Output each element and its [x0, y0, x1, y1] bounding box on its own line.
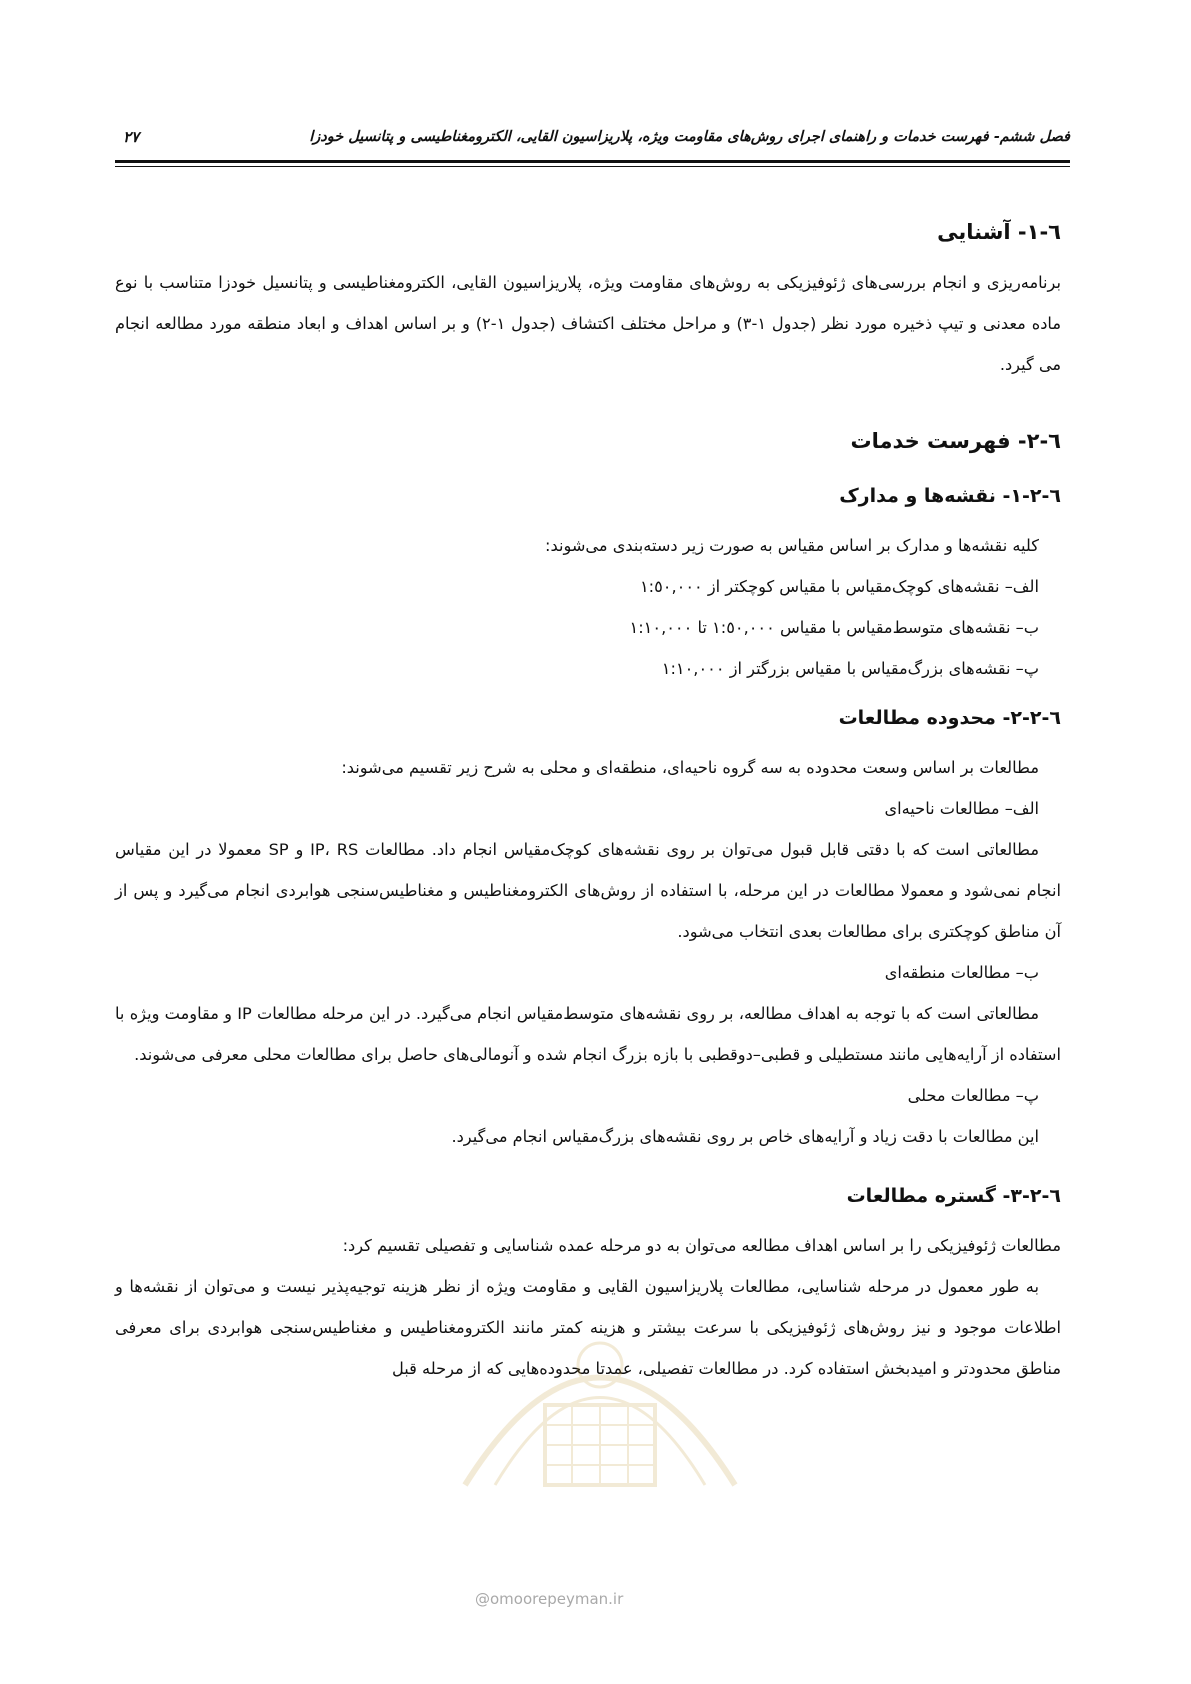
list-item: ب– نقشه‌های متوسط‌مقیاس با مقیاس ١:٥٠,٠٠٠ تا ١:١٠,٠٠٠ — [629, 618, 1039, 637]
paragraph-introduction: برنامه‌ریزی و انجام بررسی‌های ژئوفیزیکی به روش‌های مقاومت ویژه، پلاریزاسیون القایی، الکترومغناطیسی و پتانسیل خودزا متناسب با نوع ماده معدنی و تیپ ذخیره مورد نظر (جدول ١-٣) و مراحل مختلف اکتشاف (جدول ١-٢) و بر اساس اهداف و ابعاد منطقه مورد مطالعه انجام می گیرد. — [115, 273, 1062, 374]
header-rule-thin — [115, 166, 1070, 167]
running-header — [115, 128, 1070, 158]
list-label-regional: الف– مطالعات ناحیه‌ای — [884, 799, 1039, 818]
section-heading-services-list: ٦-٢- فهرست خدمات — [850, 429, 1061, 453]
watermark-url: @omoorepeyman.ir — [475, 1590, 624, 1608]
paragraph-study-area-intro: مطالعات بر اساس وسعت محدوده به سه گروه ناحیه‌ای، منطقه‌ای و محلی به شرح زیر تقسیم می‌شوند: — [341, 758, 1039, 777]
page-body — [115, 216, 1061, 1389]
list-label-district: ب– مطالعات منطقه‌ای — [884, 963, 1039, 982]
paragraph-maps-intro: کلیه نقشه‌ها و مدارک بر اساس مقیاس به صورت زیر دسته‌بندی می‌شوند: — [545, 536, 1039, 555]
header-title: فصل ششم- فهرست خدمات و راهنمای اجرای روش‌های مقاومت ویژه، پلاریزاسیون القایی، الکترومغناطیسی و پتانسیل خودزا — [309, 128, 1070, 145]
paragraph-study-scope: به طور معمول در مرحله شناسایی، مطالعات پلاریزاسیون القایی و مقاومت ویژه از نظر هزینه توجیه‌پذیر نیست و می‌توان از نقشه‌ها و اطلاعات موجود و نیز روش‌های ژئوفیزیکی با سرعت بیشتر و هزینه کمتر مانند الکترومغناطیس و مغناطیس‌سنجی هوابردی برای معرفی مناطق محدودتر و امیدبخش استفاده کرد. در مطالعات تفصیلی، عمدتا محدوده‌هایی که از مرحله قبل — [115, 1277, 1061, 1378]
list-item: پ– نقشه‌های بزرگ‌مقیاس با مقیاس بزرگتر از ١:١٠,٠٠٠ — [661, 659, 1039, 678]
list-item: الف– نقشه‌های کوچک‌مقیاس با مقیاس کوچکتر از ١:٥٠,٠٠٠ — [639, 577, 1039, 596]
subsection-heading-study-scope: ٦-٢-٣- گستره مطالعات — [846, 1185, 1061, 1207]
paragraph-local: این مطالعات با دقت زیاد و آرایه‌های خاص بر روی نقشه‌های بزرگ‌مقیاس انجام می‌گیرد. — [451, 1127, 1039, 1146]
subsection-heading-maps: ٦-٢-١- نقشه‌ها و مدارک — [839, 485, 1061, 507]
header-rule — [115, 160, 1070, 163]
section-heading-introduction: ٦-١- آشنایی — [937, 220, 1061, 244]
paragraph-regional: مطالعاتی است که با دقتی قابل قبول می‌توان بر روی نقشه‌های کوچک‌مقیاس انجام داد. مطالعات IP، RS و SP معمولا در این مقیاس انجام نمی‌شود و معمولا مطالعات در این مرحله، با استفاده از روش‌های الکترومغناطیس و مغناطیس‌سنجی هوابردی انجام می‌گیرد و پس از آن مناطق کوچکتری برای مطالعات بعدی انتخاب می‌شود. — [115, 840, 1061, 941]
paragraph-study-scope-intro: مطالعات ژئوفیزیکی را بر اساس اهداف مطالعه می‌توان به دو مرحله عمده شناسایی و تفصیلی تقسیم کرد: — [342, 1236, 1061, 1255]
list-label-local: پ– مطالعات محلی — [907, 1086, 1039, 1105]
subsection-heading-study-area: ٦-٢-٢- محدوده مطالعات — [838, 707, 1061, 729]
page-number: ۲۷ — [123, 128, 140, 146]
paragraph-district: مطالعاتی است که با توجه به اهداف مطالعه، بر روی نقشه‌های متوسط‌مقیاس انجام می‌گیرد. در این مرحله مطالعات IP و مقاومت ویژه با استفاده از آرایه‌هایی مانند مستطیلی و قطبی–دوقطبی با بازه بزرگ انجام شده و آنومالی‌های حاصل برای مطالعات محلی معرفی می‌شوند. — [115, 1004, 1061, 1064]
